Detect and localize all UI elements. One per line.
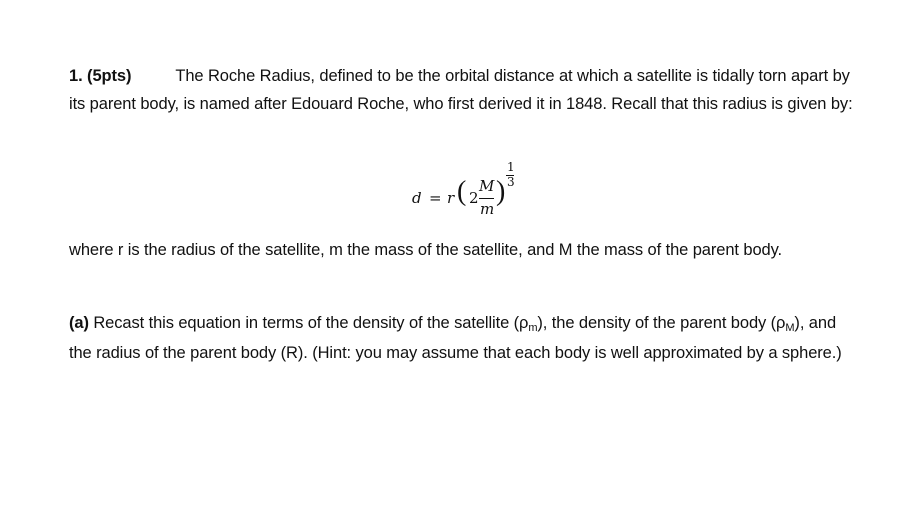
part-a-text-1: Recast this equation in terms of the density of the satellite (ρ: [93, 314, 529, 332]
part-a-subscript-M: M: [785, 322, 795, 334]
variable-explanation: where r is the radius of the satellite, m the mass of the satellite, and M the mass of the parent body.: [69, 241, 783, 259]
part-a-text-3: ), and the radius of the parent body (R). (Hint: you may assume that each body is well approximated by a sphere.): [69, 314, 842, 362]
fraction-numerator: M: [479, 177, 495, 195]
equation-coefficient: 2: [469, 189, 479, 207]
equation-close-paren: ): [496, 176, 506, 207]
problem-number: 1. (5pts): [69, 67, 132, 85]
exponent-denominator: 3: [507, 175, 515, 189]
fraction-denominator: m: [480, 200, 495, 218]
problem-statement: [69, 62, 859, 118]
fraction-bar: [479, 198, 494, 199]
equation-factor-r: r: [447, 189, 455, 207]
part-a-text-2: ), the density of the parent body (ρ: [537, 314, 786, 332]
exponent-numerator: 1: [507, 160, 515, 174]
problem-intro-text: The Roche Radius, defined to be the orbital distance at which a satellite is tidally torn apart by its parent body, is named after Edouard Roche, who first derived it in 1848. Recall that this radius is given by:: [69, 67, 853, 113]
equation-equals: =: [429, 189, 442, 207]
part-a-label: (a): [69, 314, 89, 332]
part-a-question: [69, 309, 859, 367]
part-a-subscript-m: m: [528, 322, 538, 334]
equation-open-paren: (: [457, 176, 467, 207]
equation-lhs-d: d: [412, 189, 422, 207]
